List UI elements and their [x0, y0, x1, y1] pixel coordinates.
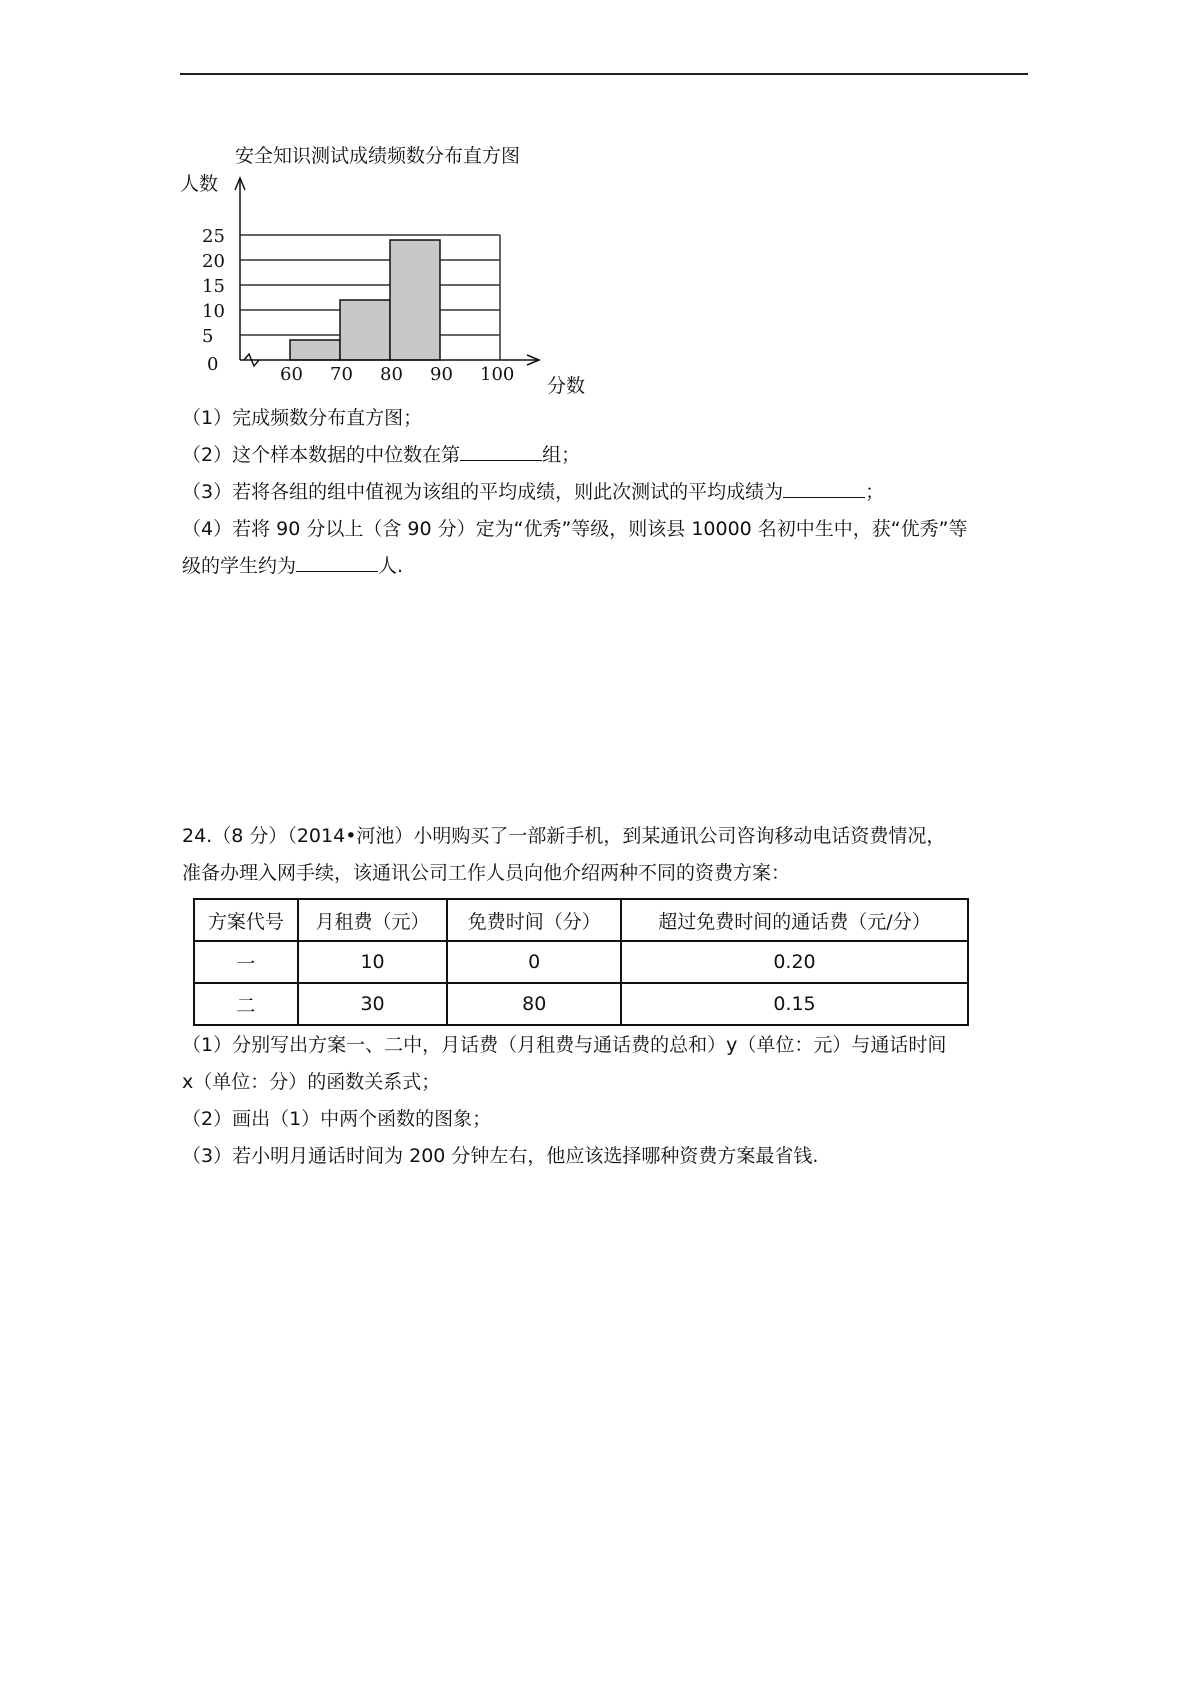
histogram-bar	[340, 300, 390, 360]
q23-part3	[182, 479, 884, 505]
q24-part2: （2）画出（1）中两个函数的图象；	[182, 1108, 492, 1130]
header-free-time: 免费时间（分）	[447, 899, 621, 941]
y-tick-label: 10	[202, 301, 225, 322]
answer-blank	[783, 479, 865, 498]
q23-part3-tail: ；	[865, 481, 885, 503]
q23-part4-text: 级的学生约为	[182, 555, 297, 577]
y-tick-label: 15	[202, 276, 225, 297]
x-tick-label: 100	[480, 364, 515, 385]
x-tick-label: 60	[280, 364, 303, 385]
q23-part2	[182, 442, 580, 468]
q24-stem-line1: 24.（8 分）（2014•河池）小明购买了一部新手机，到某通讯公司咨询移动电话资费情况，	[182, 825, 946, 847]
answer-blank	[296, 553, 378, 572]
table-header-row	[194, 899, 968, 941]
header-extra-fee: 超过免费时间的通话费（元/分）	[621, 899, 968, 941]
q23-part2-text: （2）这个样本数据的中位数在第	[182, 444, 461, 466]
table-cell: 0	[447, 941, 621, 983]
answer-blank	[460, 442, 542, 461]
q23-part4-line2	[182, 553, 403, 579]
table-cell: 30	[298, 983, 448, 1025]
table-cell: 二	[194, 983, 298, 1025]
table-cell: 10	[298, 941, 448, 983]
q24-part1-line1: （1）分别写出方案一、二中，月话费（月租费与通话费的总和）y（单位：元）与通话时间	[182, 1034, 947, 1056]
y-axis-label: 人数	[180, 173, 219, 195]
histogram-bar	[290, 340, 340, 360]
q24-part1-line2: x（单位：分）的函数关系式；	[182, 1071, 441, 1093]
histogram-chart	[175, 140, 615, 400]
header-plan-code: 方案代号	[194, 899, 298, 941]
table-cell: 一	[194, 941, 298, 983]
q23-part2-tail: 组；	[542, 444, 581, 466]
q23-part4-tail: 人.	[378, 555, 404, 577]
header-rule	[180, 73, 1028, 75]
table-row	[194, 941, 968, 983]
q24-stem-line2: 准备办理入网手续，该通讯公司工作人员向他介绍两种不同的资费方案：	[182, 862, 791, 884]
x-axis-label: 分数	[547, 375, 586, 397]
q23-part1: （1）完成频数分布直方图；	[182, 407, 423, 429]
q24-part3: （3）若小明月通话时间为 200 分钟左右，他应该选择哪种资费方案最省钱.	[182, 1145, 819, 1167]
fee-plan-table	[193, 898, 969, 1026]
chart-title: 安全知识测试成绩频数分布直方图	[235, 145, 521, 167]
table-cell: 80	[447, 983, 621, 1025]
histogram-bar	[390, 240, 440, 360]
x-tick-label: 80	[380, 364, 403, 385]
table-cell: 0.15	[621, 983, 968, 1025]
table-cell: 0.20	[621, 941, 968, 983]
x-tick-label: 70	[330, 364, 353, 385]
y-tick-label: 0	[207, 354, 219, 375]
y-tick-label: 25	[202, 226, 225, 247]
y-tick-label: 5	[202, 326, 214, 347]
x-tick-label: 90	[430, 364, 453, 385]
q23-part4-line1: （4）若将 90 分以上（含 90 分）定为“优秀”等级，则该县 10000 名初中生中，获“优秀”等	[182, 518, 968, 540]
table-row	[194, 983, 968, 1025]
q23-part3-text: （3）若将各组的组中值视为该组的平均成绩，则此次测试的平均成绩为	[182, 481, 784, 503]
header-monthly-rent: 月租费（元）	[298, 899, 448, 941]
y-tick-label: 20	[202, 251, 225, 272]
